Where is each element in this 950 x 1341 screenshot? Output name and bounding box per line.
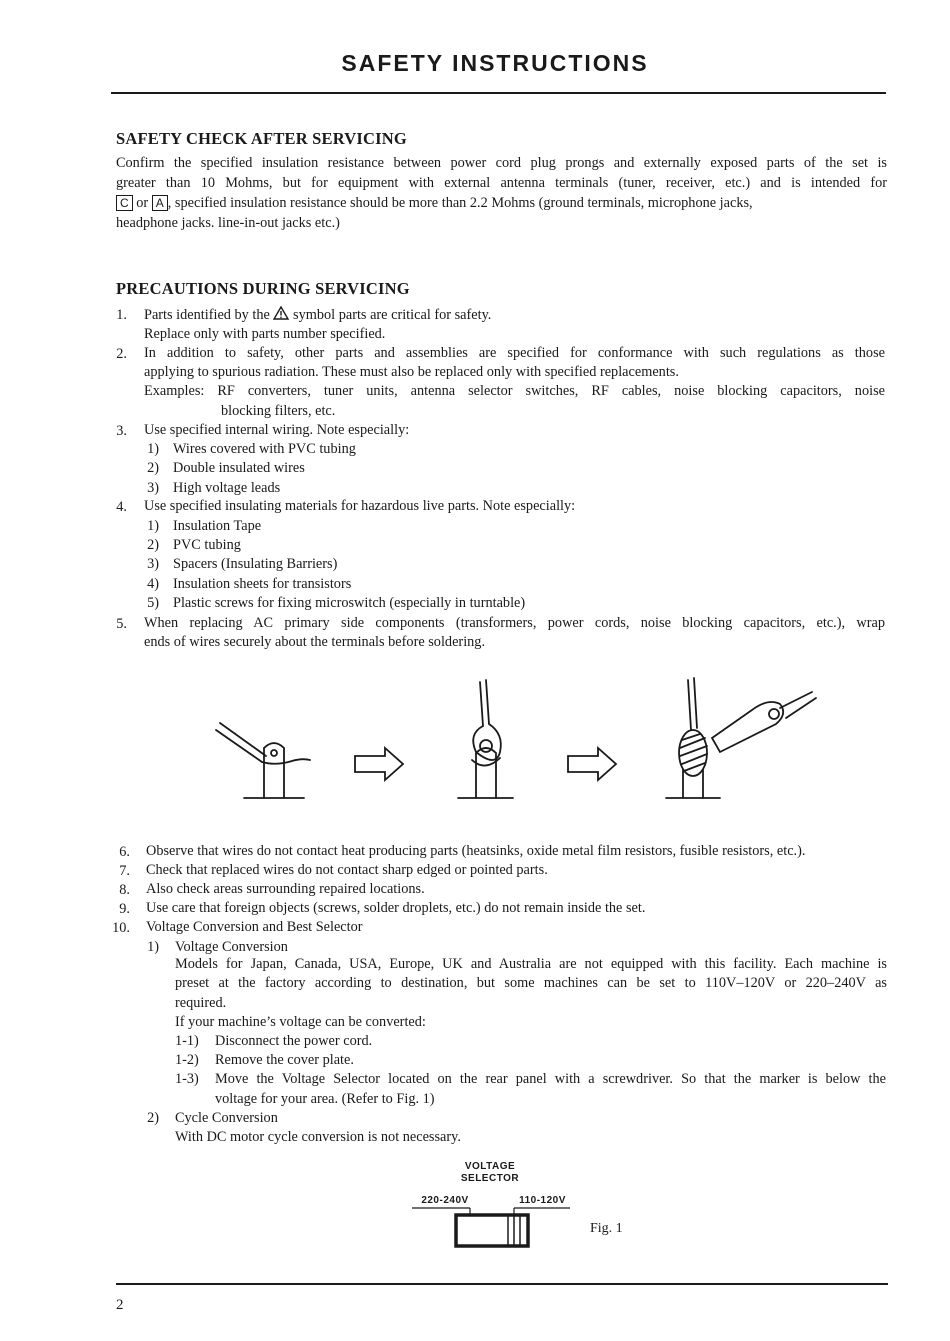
item-3-sub-3-number: 3) <box>147 480 159 496</box>
wire-wrapped-terminal-illustration <box>458 680 513 798</box>
item-10-sub-2-title: Cycle Conversion <box>175 1110 278 1126</box>
warning-triangle-icon <box>273 306 289 320</box>
arrow-right-icon <box>568 748 616 780</box>
item-3-text: Use specified internal wiring. Note especially: <box>144 422 410 438</box>
item-1-text <box>144 306 491 325</box>
item-2-line-2: applying to spurious radiation. These must also be replaced only with specified replacements. <box>144 364 679 380</box>
item-5-number: 5. <box>116 616 127 632</box>
item-10-sub-1-para-line-3: required. <box>175 995 227 1011</box>
item-7-number: 7. <box>119 863 130 879</box>
item-4-sub-1-number: 1) <box>147 518 159 534</box>
item-4-sub-3-number: 3) <box>147 556 159 572</box>
class-c-box: C <box>116 195 133 211</box>
item-9-number: 9. <box>119 901 130 917</box>
voltage-selector-switch[interactable] <box>410 1205 580 1250</box>
item-3-sub-2-text: Double insulated wires <box>173 460 305 476</box>
item-10-number: 10. <box>112 920 130 936</box>
item-4-text: Use specified insulating materials for hazardous live parts. Note especially: <box>144 498 576 514</box>
item-5-line-2: ends of wires securely about the terminals before soldering. <box>144 634 486 650</box>
item-1-line-2: Replace only with parts number specified. <box>144 326 386 342</box>
wiring-procedure-diagram <box>200 668 830 803</box>
item-4-sub-4-text: Insulation sheets for transistors <box>173 576 352 592</box>
header-rule <box>111 92 886 94</box>
safety-check-line-2: greater than 10 Mohms, but for equipment with external antenna terminals (tuner, receiver, etc.) and is intended for <box>116 175 887 191</box>
item-8-text: Also check areas surrounding repaired locations. <box>146 881 425 897</box>
safety-check-line-1: Confirm the specified insulation resistance between power cord plug prongs and externally exposed parts of the set is <box>116 155 887 171</box>
item-4-sub-2-text: PVC tubing <box>173 537 241 553</box>
safety-check-line-4: headphone jacks. line-in-out jacks etc.) <box>116 215 340 231</box>
selector-title-line-2: SELECTOR <box>460 1173 520 1184</box>
footer-rule <box>116 1283 888 1285</box>
item-5-line-1: When replacing AC primary side components (transformers, power cords, noise blocking capacitors, etc.), wrap <box>144 615 885 631</box>
step-1-3-number: 1-3) <box>175 1071 199 1087</box>
voltage-label-220-240: 220-240V <box>421 1195 469 1206</box>
selector-title-line-1: VOLTAGE <box>464 1161 516 1172</box>
safety-check-line-3 <box>116 194 887 213</box>
item-1-number: 1. <box>116 307 127 323</box>
item-4-sub-2-number: 2) <box>147 537 159 553</box>
step-1-3-line-2: voltage for your area. (Refer to Fig. 1) <box>215 1091 435 1107</box>
figure-caption: Fig. 1 <box>590 1221 623 1236</box>
item-3-number: 3. <box>116 423 127 439</box>
item-9-text: Use care that foreign objects (screws, solder droplets, etc.) do not remain inside the set. <box>146 900 646 916</box>
soldering-illustration <box>666 678 816 798</box>
item-10-sub-1-para-line-2: preset at the factory according to destination, but some machines can be set to 110V–120V or 220–240V as <box>175 975 887 991</box>
item-3-sub-2-number: 2) <box>147 460 159 476</box>
precautions-heading: PRECAUTIONS DURING SERVICING <box>116 279 410 298</box>
item-2-line-4: blocking filters, etc. <box>221 403 336 419</box>
item-6-number: 6. <box>119 844 130 860</box>
item-4-sub-1-text: Insulation Tape <box>173 518 262 534</box>
page-title: SAFETY INSTRUCTIONS <box>341 50 649 76</box>
step-1-2-text: Remove the cover plate. <box>215 1052 354 1068</box>
item-10-sub-1-para-line-1: Models for Japan, Canada, USA, Europe, UK and Australia are not equipped with this facility. Each machine is <box>175 956 887 972</box>
item-2-line-3: Examples: RF converters, tuner units, antenna selector switches, RF cables, noise blocking capacitors, noise <box>144 383 885 399</box>
step-1-1-text: Disconnect the power cord. <box>215 1033 373 1049</box>
item-10-sub-1-para-2: If your machine’s voltage can be converted: <box>175 1014 426 1030</box>
item-1-post: symbol parts are critical for safety. <box>293 307 492 323</box>
arrow-right-icon <box>355 748 403 780</box>
item-10-sub-1-number: 1) <box>147 939 159 955</box>
item-1-pre: Parts identified by the <box>144 307 270 323</box>
step-1-2-number: 1-2) <box>175 1052 199 1068</box>
voltage-label-110-120: 110-120V <box>519 1195 566 1206</box>
terminal-with-wire-illustration <box>216 723 310 798</box>
item-10-sub-2-number: 2) <box>147 1110 159 1126</box>
item-4-number: 4. <box>116 499 127 515</box>
item-3-sub-3-text: High voltage leads <box>173 480 281 496</box>
or-text: or <box>136 195 149 211</box>
item-2-number: 2. <box>116 346 127 362</box>
item-8-number: 8. <box>119 882 130 898</box>
item-4-sub-5-text: Plastic screws for fixing microswitch (especially in turntable) <box>173 595 526 611</box>
item-3-sub-1-number: 1) <box>147 441 159 457</box>
item-4-sub-4-number: 4) <box>147 576 159 592</box>
step-1-1-number: 1-1) <box>175 1033 199 1049</box>
item-4-sub-5-number: 5) <box>147 595 159 611</box>
item-7-text: Check that replaced wires do not contact sharp edged or pointed parts. <box>146 862 548 878</box>
class-a-box: A <box>152 195 168 211</box>
item-10-sub-2-text: With DC motor cycle conversion is not necessary. <box>175 1129 461 1145</box>
item-2-line-1: In addition to safety, other parts and assemblies are specified for conformance with such regulations as those <box>144 345 885 361</box>
safety-check-line-3-rest: , specified insulation resistance should be more than 2.2 Mohms (ground terminals, microphone jacks, <box>167 195 753 211</box>
item-4-sub-3-text: Spacers (Insulating Barriers) <box>173 556 338 572</box>
item-10-text: Voltage Conversion and Best Selector <box>146 919 363 935</box>
page-number: 2 <box>116 1297 124 1313</box>
safety-check-heading: SAFETY CHECK AFTER SERVICING <box>116 129 407 148</box>
item-10-sub-1-title: Voltage Conversion <box>175 939 288 955</box>
step-1-3-text: Move the Voltage Selector located on the rear panel with a screwdriver. So that the marker is below the <box>215 1071 886 1087</box>
item-6-text: Observe that wires do not contact heat producing parts (heatsinks, oxide metal film resistors, fusible resistors, etc.). <box>146 843 806 859</box>
item-3-sub-1-text: Wires covered with PVC tubing <box>173 441 356 457</box>
